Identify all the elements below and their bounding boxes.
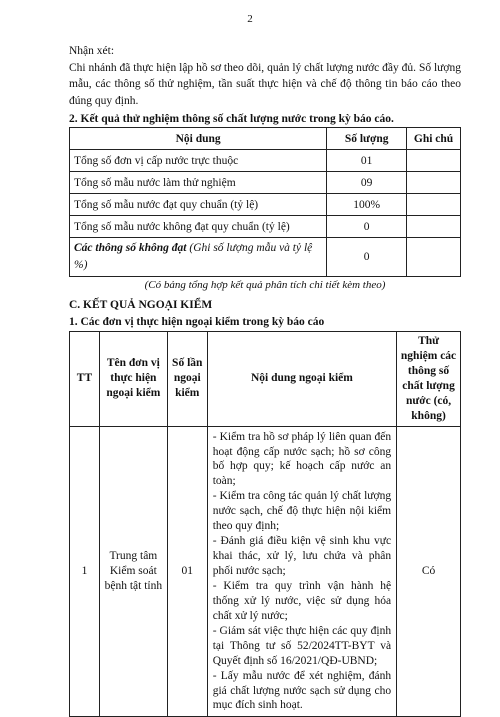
row-note xyxy=(407,238,461,276)
row-content: Tổng số đơn vị cấp nước trực thuộc xyxy=(70,150,327,172)
header-inspection-content: Nội dung ngoại kiểm xyxy=(207,331,396,426)
table-row xyxy=(70,426,461,717)
table-row xyxy=(70,150,461,172)
header-times: Số lần ngoại kiểm xyxy=(167,331,207,426)
header-note: Ghi chú xyxy=(407,128,461,150)
header-quantity: Số lượng xyxy=(327,128,407,150)
row-quantity: 100% xyxy=(327,194,407,216)
table-row xyxy=(70,194,461,216)
row-quantity: 0 xyxy=(327,238,407,276)
row-tested: Có xyxy=(397,426,461,717)
row-quantity: 01 xyxy=(327,150,407,172)
table-header-row xyxy=(70,128,461,150)
row-note xyxy=(407,194,461,216)
water-quality-results-table xyxy=(69,127,461,276)
failed-params-hint: (Ghi số lượng mẫu và tỷ lệ %) xyxy=(74,242,313,272)
row-unit: Trung tâm Kiểm soát bệnh tật tỉnh xyxy=(99,426,167,717)
section2-title: 2. Kết quả thử nghiệm thông số chất lượng nước trong kỳ báo cáo. xyxy=(69,112,394,125)
inspection-item: - Kiểm tra quy trình vận hành hệ thống xử lý nước, việc sử dụng hóa chất xử lý nước; xyxy=(212,579,392,622)
row-content xyxy=(70,238,327,276)
row-note xyxy=(407,216,461,238)
inspection-item: - Đánh giá điều kiện vệ sinh khu vực khai thác, xử lý, lưu chứa và phân phối nước sạch; xyxy=(212,535,392,578)
table-row xyxy=(70,238,461,276)
inspection-item: - Giám sát việc thực hiện các quy định tại Thông tư số 52/2024TT-BYT và Quyết định số 16/2021/QĐ-UBND; xyxy=(212,624,392,667)
document-body xyxy=(69,41,461,717)
row-quantity: 0 xyxy=(327,216,407,238)
row-inspection-content xyxy=(207,426,396,717)
remarks-label: Nhận xét: xyxy=(69,45,115,57)
sectionC-title: C. KẾT QUẢ NGOẠI KIỂM xyxy=(69,298,213,311)
header-unit: Tên đơn vị thực hiện ngoại kiểm xyxy=(99,331,167,426)
header-tt: TT xyxy=(70,331,100,426)
row-content: Tổng số mẫu nước không đạt quy chuẩn (tỷ lệ) xyxy=(70,216,327,238)
row-content: Tổng số mẫu nước đạt quy chuẩn (tỷ lệ) xyxy=(70,194,327,216)
inspection-item: - Kiểm tra công tác quản lý chất lượng nước sạch, chế độ thực hiện nội kiểm theo quy định; xyxy=(212,490,392,533)
sectionC-sub1-title: 1. Các đơn vị thực hiện ngoại kiểm trong kỳ báo cáo xyxy=(69,316,325,329)
table-caption: (Có bảng tổng hợp kết quả phân tích chi tiết kèm theo) xyxy=(144,278,386,291)
row-tt: 1 xyxy=(70,426,100,717)
table-row xyxy=(70,216,461,238)
table-header-row xyxy=(70,331,461,426)
row-times: 01 xyxy=(167,426,207,717)
external-inspection-table xyxy=(69,331,461,717)
row-note xyxy=(407,172,461,194)
row-content: Tổng số mẫu nước làm thử nghiệm xyxy=(70,172,327,194)
row-quantity: 09 xyxy=(327,172,407,194)
row-note xyxy=(407,150,461,172)
inspection-item: - Lấy mẫu nước để xét nghiệm, đánh giá chất lượng nước sạch sử dụng cho mục đích sinh hoạt. xyxy=(212,669,392,712)
header-tested: Thử nghiệm các thông số chất lượng nước (có, không) xyxy=(397,331,461,426)
failed-params-label: Các thông số không đạt xyxy=(74,242,187,255)
table-row xyxy=(70,172,461,194)
header-content: Nội dung xyxy=(70,128,327,150)
remarks-body: Chi nhánh đã thực hiện lập hồ sơ theo dõi, quản lý chất lượng nước đầy đủ. Số lượng mẫu, các thông số thử nghiệm, tần suất thực hiện và chế độ thông tin báo cáo theo đúng quy định. xyxy=(69,61,461,108)
page-number: 2 xyxy=(247,13,253,25)
inspection-item: - Kiểm tra hồ sơ pháp lý liên quan đến hoạt động cấp nước sạch; hồ sơ công bố hợp quy; kế hoạch cấp nước an toàn; xyxy=(212,430,392,488)
